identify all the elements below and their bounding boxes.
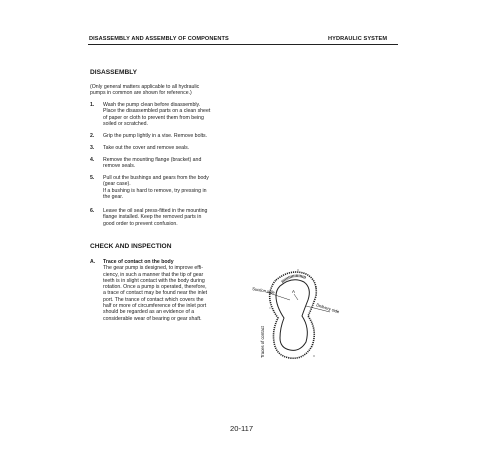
traces-of-contact-label: Traces of contact (260, 326, 265, 358)
pump-body-contact-figure (246, 260, 346, 370)
disassembly-step-1 (90, 102, 240, 127)
item-line: The gear pump is designed, to improve effi- (103, 265, 203, 272)
item-line: ciency, in such a manner that the tip of gear (103, 271, 204, 278)
step-number: 2. (90, 133, 95, 139)
step-number: 4. (90, 157, 95, 163)
intro-line: (Only general matters applicable to all hydraulic (90, 84, 200, 90)
item-line: considerable wear of bearing or gear shaft. (103, 315, 202, 322)
header-rule (88, 44, 398, 45)
step-line: soiled or scratched. (103, 120, 148, 127)
intro-line: pumps in common are shown for reference.) (90, 90, 192, 97)
disassembly-title: DISASSEMBLY (90, 69, 138, 76)
housing-outline (270, 272, 317, 358)
page-number: 20-117 (230, 424, 254, 433)
step-line: Remove the mounting flange (bracket) and (103, 157, 202, 163)
item-line: should be regarded as an evidence of a (103, 309, 195, 316)
item-line: teeth is in slight contact with the body during (103, 277, 205, 284)
inspection-item-a (90, 259, 250, 322)
disassembly-step-5 (90, 175, 240, 200)
speck (297, 269, 298, 270)
step-line: Place the disassembled parts on a clean sheet (103, 108, 211, 115)
step-line: If a bushing is hard to remove, try pressing in (103, 187, 207, 194)
step-line: the gear. (103, 193, 124, 200)
header-system-title: HYDRAULIC SYSTEM (328, 36, 388, 42)
disassembly-step-4 (90, 157, 240, 170)
item-letter: A. (90, 259, 96, 265)
item-line: half or more of circumference of the inlet port (103, 303, 207, 310)
header-section-title: DISASSEMBLY AND ASSEMBLY OF COMPONENTS (89, 36, 229, 42)
item-line: rotation. Once a pump is operated, therefore, (103, 284, 207, 291)
step-line: remove seals. (103, 163, 136, 170)
step-line: flange installed. Keep the removed parts in (103, 214, 202, 221)
item-subtitle: Trace of contact on the body (103, 259, 174, 265)
step-number: 3. (90, 145, 95, 151)
disassembly-step-2 (90, 133, 240, 139)
speck (270, 308, 271, 309)
step-line: good order to prevent confusion. (103, 220, 178, 227)
point-a-label: A (292, 289, 295, 294)
step-number: 5. (90, 175, 95, 181)
point-a-leader (294, 294, 298, 300)
speck (313, 355, 314, 356)
step-number: 6. (90, 208, 95, 214)
disassembly-step-3 (90, 145, 240, 151)
disassembly-step-6 (90, 208, 240, 227)
step-number: 1. (90, 102, 95, 108)
step-line: Grip the pump lightly in a vise. Remove bolts. (103, 133, 208, 139)
speck (315, 287, 316, 288)
item-line: a trace of contact may be found near the inlet (103, 290, 208, 297)
inspection-title: CHECK AND INSPECTION (90, 243, 172, 250)
delivery-side-label: Delivery side (315, 302, 341, 315)
step-line: Take out the cover and remove seals. (103, 145, 190, 151)
suction-side-label: Suction side (251, 286, 276, 295)
step-line: Leave the oil seal press-fitted in the mounting (103, 208, 208, 214)
step-line: (gear case). (103, 181, 131, 188)
step-line: of paper or cloth to prevent them from being (103, 114, 204, 121)
disassembly-intro (90, 84, 240, 97)
step-line: Pull out the bushings and gears from the body (103, 175, 209, 181)
item-line: port. The trance of contact which covers the (103, 296, 204, 303)
step-line: Wash the pump clean before disassembly. (103, 102, 201, 108)
